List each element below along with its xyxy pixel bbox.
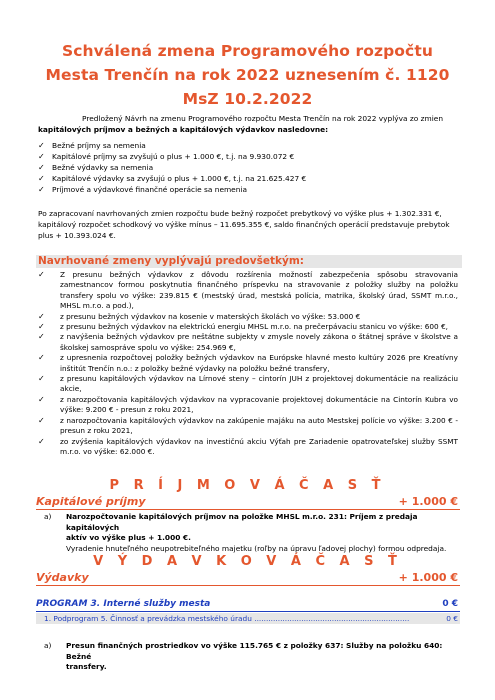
- capital-income-item: [38, 512, 458, 554]
- checkmark-icon: ✓: [38, 332, 45, 342]
- list-item-text: z presunu kapitálových výdavkov na Lírnové steny – cintorín JUH z projektovej dokumentácie na realizáciu akcie,: [60, 374, 458, 394]
- summary-line-2: kapitálový rozpočet schodkový vo výške mínus – 11.695.355 €, saldo finančných operácií predstavuje prebytok: [38, 219, 450, 229]
- checkmark-icon: ✓: [38, 163, 45, 172]
- expenses-value: + 1.000 €: [398, 571, 458, 584]
- checkmark-icon: ✓: [38, 353, 45, 363]
- income-part-title: P R Í J M O V Á Č A S Ť: [109, 478, 386, 493]
- program-row: [36, 598, 460, 612]
- list-item-text: Bežné výdavky sa nemenia: [52, 163, 154, 172]
- list-item-text: Kapitálové výdavky sa zvyšujú o plus + 1.000 €, t.j. na 21.625.427 €: [52, 174, 307, 183]
- section-heading-changes: Navrhované zmeny vyplývajú predovšetkým:: [36, 255, 462, 268]
- list-item-text: z presunu bežných výdavkov na elektrickú energiu MHSL m.r.o. na prečerpávaciu stanicu vo výške: 600 €,: [60, 322, 448, 332]
- checkmark-icon: ✓: [38, 436, 45, 446]
- list-item: [38, 395, 458, 416]
- item-line-1: Narozpočtovanie kapitálových príjmov na položke MHSL m.r.o. 231: Príjem z predaja kapitálových: [66, 512, 418, 532]
- subprogram-value: 0 €: [446, 614, 458, 623]
- summary-line-3: plus + 10.393.024 €.: [38, 230, 116, 240]
- doc-title-line-2: Mesta Trenčín na rok 2022 uznesením č. 1120: [45, 66, 450, 84]
- intro-line-2: kapitálových príjmov a bežných a kapitálových výdavkov nasledovne:: [38, 124, 329, 134]
- intro-line-1: Predložený Návrh na zmenu Programového rozpočtu Mesta Trenčín na rok 2022 vyplýva zo zmien: [82, 114, 444, 123]
- list-item: [38, 353, 458, 374]
- checkmark-icon: ✓: [38, 374, 45, 384]
- item-letter: a): [44, 512, 52, 521]
- checkmark-icon: ✓: [38, 322, 45, 332]
- list-item: [38, 416, 458, 437]
- item-line-2: aktív vo výške plus + 1.000 €.: [66, 533, 191, 542]
- change-summary-list: [38, 140, 458, 195]
- changes-list: [38, 270, 458, 457]
- list-item: [38, 140, 458, 151]
- list-item: [38, 322, 458, 332]
- checkmark-icon: ✓: [38, 394, 45, 404]
- program-label: PROGRAM 3. Interné služby mesta: [36, 599, 211, 609]
- list-item-text: z navýšenia bežných výdavkov pre neštátne subjekty v zmysle novely zákona o štátnej správe v školstve a školskej samospráve spolu vo výške: 254.969 €,: [60, 332, 458, 352]
- list-item: [38, 374, 458, 395]
- checkmark-icon: ✓: [38, 415, 45, 425]
- subprogram-row: [36, 613, 460, 624]
- list-item-text: z presunu bežných výdavkov na kosenie v materských školách vo výške: 53.000 €: [60, 311, 361, 321]
- checkmark-icon: ✓: [38, 152, 45, 161]
- capital-income-value: + 1.000 €: [398, 495, 458, 508]
- item-line-1: Presun finančných prostriedkov vo výške 115.765 € z položky 637: Služby na položku 640: Bežné: [66, 641, 443, 661]
- list-item: [38, 332, 458, 353]
- checkmark-icon: ✓: [38, 185, 45, 194]
- list-item: [38, 184, 458, 195]
- list-item-text: zo zvýšenia kapitálových výdavkov na investičnú akciu Výťah pre Zariadenie opatrovateľskej služby SSMT m.r.o. vo výške: 62.000 €.: [60, 436, 458, 456]
- list-item: [38, 312, 458, 322]
- summary-line-1: Po zapracovaní navrhovaných zmien rozpočtu bude bežný rozpočet prebytkový vo výške plus + 1.302.331 €,: [38, 209, 442, 218]
- checkmark-icon: ✓: [38, 311, 45, 321]
- item-line-3: Vyradenie hnuteľného neupotrebiteľného majetku (roľby na úpravu ľadovej plochy) formou odpredaja.: [66, 543, 447, 553]
- expenses-label: Výdavky: [36, 571, 89, 584]
- transfer-item: [38, 641, 458, 673]
- list-item: [38, 173, 458, 184]
- item-line-2: transfery.: [66, 662, 107, 671]
- program-value: 0 €: [442, 599, 458, 609]
- capital-income-row: [36, 495, 460, 510]
- doc-title-line-1: Schválená zmena Programového rozpočtu: [62, 42, 433, 60]
- list-item-text: Bežné príjmy sa nemenia: [52, 141, 146, 150]
- list-item-text: Kapitálové príjmy sa zvyšujú o plus + 1.000 €, t.j. na 9.930.072 €: [52, 152, 295, 161]
- intro-paragraph: [38, 114, 458, 136]
- expenses-row: [36, 571, 460, 586]
- item-letter: a): [44, 641, 52, 650]
- subprogram-label: 1. Podprogram 5. Činnosť a prevádzka mestského úradu ..................................................................: [44, 614, 410, 623]
- list-item: [38, 270, 458, 312]
- doc-title-line-3: MsZ 10.2.2022: [182, 90, 313, 108]
- checkmark-icon: ✓: [38, 270, 45, 279]
- list-item: [38, 437, 458, 458]
- list-item-text: z narozpočtovania kapitálových výdavkov na zakúpenie majáku na auto Mestskej polície vo výške: 3.200 € - presun z roku 2021,: [60, 415, 458, 436]
- expense-part-title: V Ý D A V K O V Á Č A S Ť: [93, 554, 402, 569]
- list-item-text: z narozpočtovania kapitálových výdavkov na vypracovanie projektovej dokumentácie na Cintorín Kubra vo výške: 9.200 € - presun z roku 2021,: [60, 394, 458, 415]
- list-item-text: Z presunu bežných výdavkov z dôvodu rozšírenia možností zabezpečenia spôsobu stravovania zamestnancov formou poskytnutia finančného príspevku na stravovanie z položky služby na položku transfery spolu vo výške: 239.815 € (mestský úrad, mestská polícia, matrika, školský úrad, SSMT m.r.o., MHSL m.r.o. a pod.),: [60, 270, 458, 311]
- budget-summary-paragraph: [38, 209, 458, 241]
- list-item: [38, 151, 458, 162]
- checkmark-icon: ✓: [38, 141, 45, 150]
- list-item: [38, 162, 458, 173]
- checkmark-icon: ✓: [38, 174, 45, 183]
- list-item-text: z upresnenia rozpočtovej položky bežných výdavkov na Európske hlavné mesto kultúry 2026 pre Kreatívny inštitút Trenčín n.o.: z položky bežné výdavky na položku bežné transfery,: [60, 353, 458, 373]
- list-item-text: Príjmové a výdavkové finančné operácie sa nemenia: [52, 185, 247, 194]
- capital-income-label: Kapitálové príjmy: [36, 495, 146, 508]
